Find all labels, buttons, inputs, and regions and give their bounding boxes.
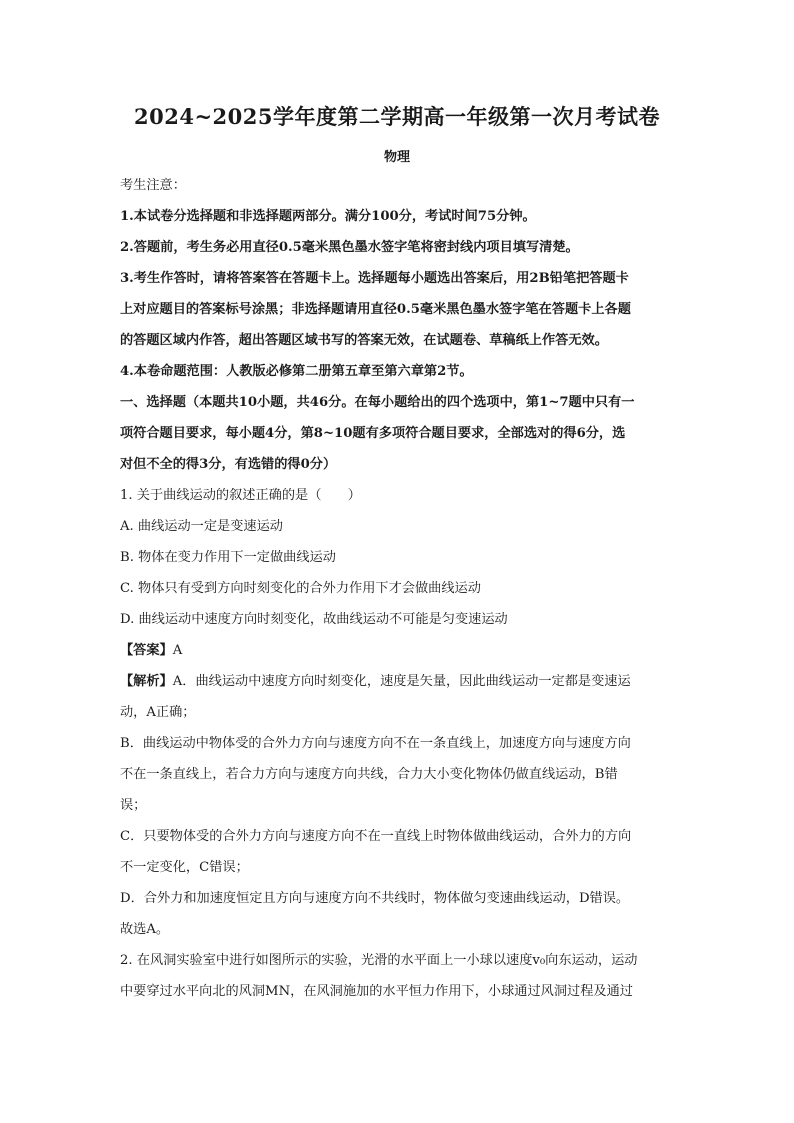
exam-title: 2024~2025学年度第二学期高一年级第一次月考试卷: [134, 104, 660, 129]
question-2-line-2: 中要穿过水平向北的风洞MN，在风洞施加的水平恒力作用下，小球通过风洞过程及通过: [120, 984, 633, 999]
notice-item-3-line-1: 3.考生作答时，请将答案答在答题卡上。选择题每小题选出答案后，用2B铅笔把答题卡: [120, 271, 629, 286]
analysis-conclusion: 故选A。: [120, 922, 170, 937]
answer-value: A: [172, 643, 183, 658]
subject-label: 物理: [383, 150, 410, 165]
notice-heading: 考生注意：: [120, 178, 186, 193]
analysis-line-a1: [120, 673, 690, 691]
question-1-option-d: D. 曲线运动中速度方向时刻变化，故曲线运动不可能是匀变速运动: [120, 612, 508, 627]
question-1-option-a: A. 曲线运动一定是变速运动: [120, 519, 283, 534]
analysis-tag: 【解析】: [120, 674, 173, 689]
analysis-line-b3: 误；: [120, 798, 147, 813]
section-heading-line-2: 项符合题目要求，每小题4分，第8~10题有多项符合题目要求，全部选对的得6分，选: [120, 426, 626, 441]
question-1-option-c: C. 物体只有受到方向时刻变化的合外力作用下才会做曲线运动: [120, 581, 481, 596]
question-1-option-b: B. 物体在变力作用下一定做曲线运动: [120, 550, 336, 565]
notice-item-1: 1.本试卷分选择题和非选择题两部分。满分100分，考试时间75分钟。: [120, 209, 536, 224]
notice-item-3-line-3: 的答题区域内作答，超出答题区域书写的答案无效，在试题卷、草稿纸上作答无效。: [120, 333, 608, 348]
analysis-line-b1: B．曲线运动中物体受的合外力方向与速度方向不在一条直线上，加速度方向与速度方向: [120, 736, 631, 751]
analysis-line-c2: 不一定变化，C错误；: [120, 860, 249, 875]
analysis-text-a1: A．曲线运动中速度方向时刻变化，速度是矢量，因此曲线运动一定都是变速运: [172, 674, 631, 689]
question-2-line-1: 2. 在风洞实验室中进行如图所示的实验，光滑的水平面上一小球以速度v₀向东运动，运动: [120, 953, 638, 968]
analysis-line-b2: 不在一条直线上，若合力方向与速度方向共线，合力大小变化物体仍做直线运动，B错: [120, 767, 618, 782]
notice-item-4: 4.本卷命题范围：人教版必修第二册第五章至第六章第2节。: [120, 364, 473, 379]
notice-item-2: 2.答题前，考生务必用直径0.5毫米黑色墨水签字笔将密封线内项目填写清楚。: [120, 240, 579, 255]
analysis-line-a2: 动，A正确；: [120, 705, 196, 720]
answer-tag: 【答案】: [120, 643, 173, 658]
analysis-line-c1: C．只要物体受的合外力方向与速度方向不在一直线上时物体做曲线运动，合外力的方向: [120, 829, 632, 844]
question-1-stem: 1. 关于曲线运动的叙述正确的是（ ）: [120, 488, 361, 503]
section-heading-line-3: 对但不全的得3分，有选错的得0分）: [120, 457, 337, 472]
analysis-line-d1: D．合外力和加速度恒定且方向与速度方向不共线时，物体做匀变速曲线运动，D错误。: [120, 891, 630, 906]
section-heading-line-1: 一、选择题（本题共10小题，共46分。在每小题给出的四个选项中，第1~7题中只有一: [120, 395, 635, 410]
answer-line: [120, 642, 690, 660]
notice-item-3-line-2: 上对应题目的答案标号涂黑；非选择题请用直径0.5毫米黑色墨水签字笔在答题卡上各题: [120, 302, 631, 317]
